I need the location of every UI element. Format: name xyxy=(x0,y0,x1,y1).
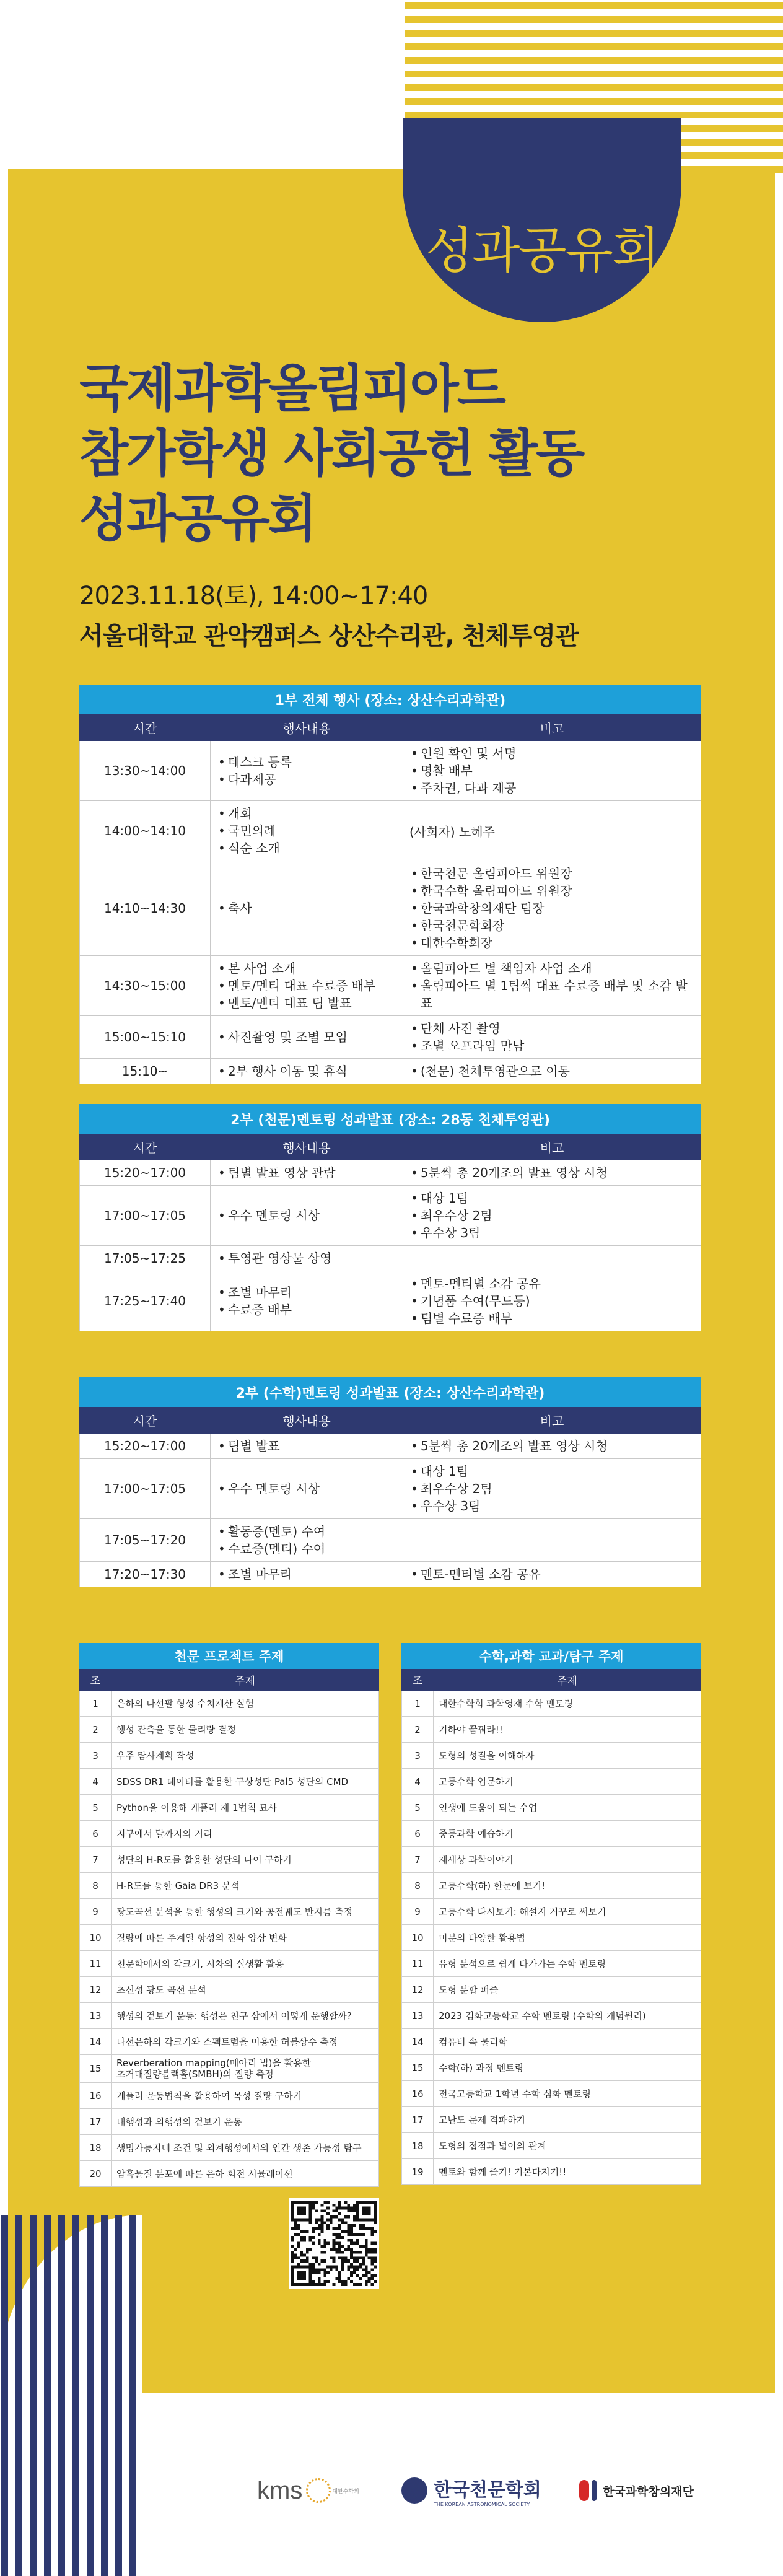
group-number: 2 xyxy=(80,1717,112,1743)
topic-cell: 케플러 운동법칙을 활용하여 목성 질량 구하기 xyxy=(112,2083,379,2109)
table-row xyxy=(80,1873,379,1899)
group-number: 16 xyxy=(80,2083,112,2109)
kms-emblem-icon xyxy=(306,2478,331,2503)
list-item: • 대한수학회장 xyxy=(421,934,694,952)
table-row xyxy=(402,2159,701,2185)
time-cell: 17:05~17:25 xyxy=(80,1246,211,1271)
title-line-2: 참가학생 사회공헌 활동 xyxy=(79,424,584,483)
topic-cell: 기하야 꿈꿔라!! xyxy=(434,1717,701,1743)
group-number: 14 xyxy=(80,2029,112,2055)
decorative-stripes-bottom-left xyxy=(0,2215,142,2576)
stripe xyxy=(405,43,783,50)
table-row xyxy=(80,1769,379,1795)
time-cell: 14:00~14:10 xyxy=(80,801,211,861)
group-number: 5 xyxy=(80,1795,112,1821)
list-item: • 멘토/멘티 대표 팀 발표 xyxy=(228,994,396,1012)
column-header: 비고 xyxy=(403,714,701,741)
stripe xyxy=(72,2215,79,2576)
list-item: • 우수 멘토링 시상 xyxy=(228,1480,396,1497)
table-row xyxy=(80,1691,379,1717)
group-number: 18 xyxy=(80,2135,112,2161)
list-item: • 조별 마무리 xyxy=(228,1566,396,1583)
table-row xyxy=(80,956,701,1016)
stripe xyxy=(1,2215,8,2576)
qr-code[interactable] xyxy=(289,2198,379,2289)
list-item: • 대상 1팀 xyxy=(421,1189,694,1207)
table-row xyxy=(402,2133,701,2159)
topic-cell: 고난도 문제 격파하기 xyxy=(434,2107,701,2133)
astro-topics-table xyxy=(79,1643,379,2187)
content-cell xyxy=(211,741,403,801)
column-header: 시간 xyxy=(80,1134,211,1160)
note-cell xyxy=(403,1519,701,1562)
main-title xyxy=(79,356,583,551)
list-item: • 수료증 배부 xyxy=(228,1301,396,1318)
list-item: • 한국과학창의재단 팀장 xyxy=(421,900,694,917)
group-number: 8 xyxy=(402,1873,434,1899)
stripe xyxy=(405,84,783,91)
table-row xyxy=(80,1562,701,1587)
badge-text: 성과공유회 xyxy=(425,222,659,279)
group-number: 3 xyxy=(80,1743,112,1769)
list-item: • 한국천문학회장 xyxy=(421,917,694,934)
topic-cell: 은하의 나선팔 형성 수치계산 실험 xyxy=(112,1691,379,1717)
note-cell xyxy=(403,1562,701,1587)
schedule-title: 2부 (수학)멘토링 성과발표 (장소: 상산수리과학관) xyxy=(80,1378,701,1407)
content-cell xyxy=(211,956,403,1016)
list-item: • 팀별 발표 영상 관람 xyxy=(228,1164,396,1181)
table-row xyxy=(80,801,701,861)
stripe xyxy=(405,16,783,23)
table-row xyxy=(402,1977,701,2003)
list-item: • 조별 오프라임 만남 xyxy=(421,1037,694,1054)
list-item: • 수료증(멘티) 수여 xyxy=(228,1540,396,1557)
topics-title: 천문 프로젝트 주제 xyxy=(80,1644,379,1669)
topic-cell: Python을 이용해 케플러 제 1법칙 묘사 xyxy=(112,1795,379,1821)
table-row xyxy=(402,1821,701,1847)
table-row xyxy=(80,1059,701,1084)
column-header: 조 xyxy=(402,1669,434,1691)
event-date: 2023.11.18(토), 14:00~17:40 xyxy=(79,582,428,610)
time-cell: 17:05~17:20 xyxy=(80,1519,211,1562)
list-item: • 축사 xyxy=(228,900,396,917)
table-row xyxy=(80,741,701,801)
list-item: • 사진촬영 및 조별 모임 xyxy=(228,1028,396,1046)
topic-cell: 지구에서 달까지의 거리 xyxy=(112,1821,379,1847)
event-place: 서울대학교 관악캠퍼스 상산수리관, 천체투영관 xyxy=(79,622,579,651)
note-cell xyxy=(403,1186,701,1246)
topic-cell: 전국고등학교 1학년 수학 심화 멘토링 xyxy=(434,2081,701,2107)
column-header: 주제 xyxy=(434,1669,701,1691)
stripe xyxy=(405,57,783,64)
content-cell xyxy=(211,1160,403,1186)
topic-cell: 도형의 접점과 넓이의 관계 xyxy=(434,2133,701,2159)
content-cell xyxy=(211,1016,403,1059)
note-cell xyxy=(403,1059,701,1084)
topic-cell: 수학(하) 과정 멘토링 xyxy=(434,2055,701,2081)
table-row xyxy=(402,1769,701,1795)
content-cell xyxy=(211,801,403,861)
list-item: • 멘토/멘티 대표 수료증 배부 xyxy=(228,977,396,994)
schedule-title: 2부 (천문)멘토링 성과발표 (장소: 28동 천체투영관) xyxy=(80,1105,701,1134)
group-number: 14 xyxy=(402,2029,434,2055)
topic-cell: 암흑물질 분포에 따른 은하 회전 시뮬레이션 xyxy=(112,2161,379,2187)
list-item: • 우수 멘토링 시상 xyxy=(228,1207,396,1224)
topic-cell: 내행성과 외행성의 겉보기 운동 xyxy=(112,2109,379,2135)
group-number: 12 xyxy=(402,1977,434,2003)
note-cell xyxy=(403,801,701,861)
list-item: • 명찰 배부 xyxy=(421,762,694,779)
content-cell xyxy=(211,1562,403,1587)
list-item: • 국민의례 xyxy=(228,822,396,839)
column-header: 시간 xyxy=(80,714,211,741)
table-row xyxy=(80,2003,379,2029)
content-cell xyxy=(211,1459,403,1519)
topic-cell: 행성의 겉보기 운동: 행성은 친구 삼에서 어떻게 운행할까? xyxy=(112,2003,379,2029)
time-cell: 14:30~15:00 xyxy=(80,956,211,1016)
list-item: • 멘토-멘티별 소감 공유 xyxy=(421,1275,694,1292)
topic-cell: 나선은하의 각크기와 스펙트럼을 이용한 허블상수 측정 xyxy=(112,2029,379,2055)
column-header: 비고 xyxy=(403,1134,701,1160)
group-number: 5 xyxy=(402,1795,434,1821)
table-row xyxy=(80,1847,379,1873)
group-number: 17 xyxy=(80,2109,112,2135)
topic-cell: 중등과학 예습하기 xyxy=(434,1821,701,1847)
title-line-3: 성과공유회 xyxy=(79,489,316,548)
table-row xyxy=(402,2029,701,2055)
table-row xyxy=(80,1717,379,1743)
group-number: 8 xyxy=(80,1873,112,1899)
list-item: • 개회 xyxy=(228,805,396,822)
time-cell: 14:10~14:30 xyxy=(80,861,211,956)
time-cell: 15:00~15:10 xyxy=(80,1016,211,1059)
table-row xyxy=(402,2107,701,2133)
time-cell: 13:30~14:00 xyxy=(80,741,211,801)
stripe xyxy=(405,30,783,37)
table-row xyxy=(80,1977,379,2003)
group-number: 13 xyxy=(402,2003,434,2029)
topic-cell: 도형 분할 퍼즐 xyxy=(434,1977,701,2003)
stripe xyxy=(405,71,783,77)
group-number: 7 xyxy=(402,1847,434,1873)
kofac-logo: 한국과학창의재단 xyxy=(579,2472,694,2509)
topic-cell: Reverberation mapping(메아리 법)을 활용한 초거대질량블랙홀(SMBH)의 질량 측정 xyxy=(112,2055,379,2083)
group-number: 12 xyxy=(80,1977,112,2003)
list-item: • 주차권, 다과 제공 xyxy=(421,779,694,797)
topic-cell: 고등수학 다시보기: 해설지 거꾸로 써보기 xyxy=(434,1899,701,1925)
list-item: • 멘토-멘티별 소감 공유 xyxy=(421,1566,694,1583)
topic-cell: 인생에 도움이 되는 수업 xyxy=(434,1795,701,1821)
group-number: 16 xyxy=(402,2081,434,2107)
table-row xyxy=(80,2083,379,2109)
list-item: • 5분씩 총 20개조의 발표 영상 시청 xyxy=(421,1164,694,1181)
table-row xyxy=(80,1925,379,1951)
group-number: 6 xyxy=(80,1821,112,1847)
list-item: • 팀별 수료증 배부 xyxy=(421,1310,694,1327)
list-item: • 조별 마무리 xyxy=(228,1284,396,1301)
content-cell xyxy=(211,861,403,956)
note-cell xyxy=(403,1246,701,1271)
group-number: 19 xyxy=(402,2159,434,2185)
topic-cell: 유형 분석으로 쉽게 다가가는 수학 멘토링 xyxy=(434,1951,701,1977)
stripe xyxy=(44,2215,51,2576)
list-item: • 본 사업 소개 xyxy=(228,960,396,977)
note-text: (사회자) 노혜주 xyxy=(409,824,495,839)
time-cell: 15:10~ xyxy=(80,1059,211,1084)
time-cell: 17:00~17:05 xyxy=(80,1186,211,1246)
list-item: • 한국수학 올림피아드 위원장 xyxy=(421,882,694,900)
topic-cell: 우주 탐사계획 작성 xyxy=(112,1743,379,1769)
group-number: 9 xyxy=(80,1899,112,1925)
group-number: 4 xyxy=(402,1769,434,1795)
kas-emblem-icon xyxy=(401,2477,427,2504)
table-row xyxy=(80,1186,701,1246)
table-row xyxy=(80,1795,379,1821)
list-item: • 투영관 영상물 상영 xyxy=(228,1250,396,1267)
table-row xyxy=(80,2135,379,2161)
part2-math-schedule-table xyxy=(79,1377,701,1587)
list-item: • 대상 1팀 xyxy=(421,1463,694,1480)
topic-cell: 고등수학 입문하기 xyxy=(434,1769,701,1795)
time-cell: 17:20~17:30 xyxy=(80,1562,211,1587)
part2-astro-schedule-table xyxy=(79,1104,701,1331)
table-row xyxy=(402,1795,701,1821)
list-item: • 데스크 등록 xyxy=(228,753,396,771)
group-number: 13 xyxy=(80,2003,112,2029)
topic-cell: 고등수학(하) 한눈에 보기! xyxy=(434,1873,701,1899)
list-item: • 인원 확인 및 서명 xyxy=(421,745,694,762)
group-number: 15 xyxy=(80,2055,112,2083)
topic-cell: 성단의 H-R도를 활용한 성단의 나이 구하기 xyxy=(112,1847,379,1873)
content-cell xyxy=(211,1186,403,1246)
note-cell xyxy=(403,1434,701,1459)
column-header: 행사내용 xyxy=(211,1407,403,1434)
table-row xyxy=(80,1821,379,1847)
table-row xyxy=(402,1925,701,1951)
stripe xyxy=(58,2215,65,2576)
table-row xyxy=(80,2161,379,2187)
list-item: • 올림피아드 별 1팀씩 대표 수료증 배부 및 소감 발표 xyxy=(421,977,694,1012)
group-number: 11 xyxy=(80,1951,112,1977)
time-cell: 15:20~17:00 xyxy=(80,1160,211,1186)
time-cell: 15:20~17:00 xyxy=(80,1434,211,1459)
group-number: 10 xyxy=(402,1925,434,1951)
table-row xyxy=(80,1951,379,1977)
stripe xyxy=(405,98,783,105)
column-header: 시간 xyxy=(80,1407,211,1434)
group-number: 18 xyxy=(402,2133,434,2159)
content-cell xyxy=(211,1246,403,1271)
stripe xyxy=(15,2215,22,2576)
list-item: • 팀별 발표 xyxy=(228,1437,396,1455)
group-number: 11 xyxy=(402,1951,434,1977)
topic-cell: 광도곡선 분석을 통한 행성의 크기와 공전궤도 반지름 측정 xyxy=(112,1899,379,1925)
topic-cell: 초신성 광도 곡선 분석 xyxy=(112,1977,379,2003)
table-row xyxy=(80,1246,701,1271)
group-number: 20 xyxy=(80,2161,112,2187)
list-item: • 우수상 3팀 xyxy=(421,1497,694,1515)
stripe xyxy=(30,2215,37,2576)
topic-cell: 천문학에서의 각크기, 시차의 실생활 활용 xyxy=(112,1951,379,1977)
table-row xyxy=(80,2029,379,2055)
note-cell xyxy=(403,956,701,1016)
group-number: 10 xyxy=(80,1925,112,1951)
table-row xyxy=(402,1743,701,1769)
table-row xyxy=(80,2109,379,2135)
time-cell: 17:00~17:05 xyxy=(80,1459,211,1519)
topic-cell: 도형의 성질을 이해하자 xyxy=(434,1743,701,1769)
list-item: • 우수상 3팀 xyxy=(421,1224,694,1242)
group-number: 1 xyxy=(80,1691,112,1717)
kms-logo: kms 대한수학회 xyxy=(257,2476,359,2504)
topic-cell: 대한수학회 과학영재 수학 멘토링 xyxy=(434,1691,701,1717)
group-number: 2 xyxy=(402,1717,434,1743)
content-cell xyxy=(211,1271,403,1331)
math-topics-table xyxy=(401,1643,701,2185)
table-row xyxy=(80,1743,379,1769)
stripe xyxy=(101,2215,108,2576)
table-row xyxy=(80,1519,701,1562)
part1-schedule-table xyxy=(79,685,701,1084)
topic-cell: 멘토와 함께 즐기! 기본다지기!! xyxy=(434,2159,701,2185)
table-row xyxy=(402,1873,701,1899)
topic-cell: 컴퓨터 속 물리학 xyxy=(434,2029,701,2055)
table-row xyxy=(402,1899,701,1925)
table-row xyxy=(402,2081,701,2107)
note-cell xyxy=(403,1016,701,1059)
table-row xyxy=(402,1847,701,1873)
list-item: • 단체 사진 촬영 xyxy=(421,1020,694,1037)
content-cell xyxy=(211,1059,403,1084)
topic-cell: H-R도를 통한 Gaia DR3 분석 xyxy=(112,1873,379,1899)
table-row xyxy=(80,1459,701,1519)
group-number: 4 xyxy=(80,1769,112,1795)
list-item: • 식순 소개 xyxy=(228,839,396,857)
group-number: 1 xyxy=(402,1691,434,1717)
column-header: 조 xyxy=(80,1669,112,1691)
group-number: 9 xyxy=(402,1899,434,1925)
note-cell xyxy=(403,741,701,801)
table-row xyxy=(402,1691,701,1717)
column-header: 행사내용 xyxy=(211,714,403,741)
table-row xyxy=(80,2055,379,2083)
table-row xyxy=(80,861,701,956)
table-row xyxy=(402,2055,701,2081)
topic-cell: 행성 관측을 통한 물리량 결정 xyxy=(112,1717,379,1743)
kofac-emblem-icon xyxy=(579,2480,589,2501)
table-row xyxy=(402,2003,701,2029)
column-header: 주제 xyxy=(112,1669,379,1691)
table-row xyxy=(80,1271,701,1331)
schedule-title: 1부 전체 행사 (장소: 상산수리과학관) xyxy=(80,685,701,714)
time-cell: 17:25~17:40 xyxy=(80,1271,211,1331)
list-item: • 다과제공 xyxy=(228,771,396,788)
logo-bar xyxy=(0,2472,783,2509)
list-item: • 올림피아드 별 책임자 사업 소개 xyxy=(421,960,694,977)
group-number: 15 xyxy=(402,2055,434,2081)
topic-cell: 질량에 따른 주계열 항성의 진화 양상 변화 xyxy=(112,1925,379,1951)
group-number: 17 xyxy=(402,2107,434,2133)
topic-cell: 재세상 과학이야기 xyxy=(434,1847,701,1873)
list-item: • 5분씩 총 20개조의 발표 영상 시청 xyxy=(421,1437,694,1455)
table-row xyxy=(80,1160,701,1186)
stripe xyxy=(87,2215,94,2576)
table-row xyxy=(402,1717,701,1743)
table-row xyxy=(80,1434,701,1459)
note-cell xyxy=(403,1160,701,1186)
column-header: 비고 xyxy=(403,1407,701,1434)
table-row xyxy=(80,1899,379,1925)
list-item: • 활동증(멘토) 수여 xyxy=(228,1523,396,1540)
list-item: • 최우수상 2팀 xyxy=(421,1480,694,1497)
content-cell xyxy=(211,1519,403,1562)
topic-cell: 2023 김화고등학교 수학 멘토링 (수학의 개념원리) xyxy=(434,2003,701,2029)
table-row xyxy=(402,1951,701,1977)
stripe xyxy=(405,2,783,9)
list-item: • 최우수상 2팀 xyxy=(421,1207,694,1224)
topic-cell: 미분의 다양한 활용법 xyxy=(434,1925,701,1951)
note-cell xyxy=(403,861,701,956)
topics-title: 수학,과학 교과/탐구 주제 xyxy=(402,1644,701,1669)
topic-cell: 생명가능지대 조건 및 외계행성에서의 인간 생존 가능성 탐구 xyxy=(112,2135,379,2161)
note-cell xyxy=(403,1459,701,1519)
list-item: • 한국천문 올림피아드 위원장 xyxy=(421,865,694,882)
list-item: • 2부 행사 이동 및 휴식 xyxy=(228,1062,396,1080)
list-item: • 기념품 수여(무드등) xyxy=(421,1292,694,1310)
content-cell xyxy=(211,1434,403,1459)
stripe xyxy=(115,2215,122,2576)
topic-cell: SDSS DR1 데이터를 활용한 구상성단 Pal5 성단의 CMD xyxy=(112,1769,379,1795)
title-line-1: 국제과학올림피아드 xyxy=(79,359,504,418)
kas-logo: 한국천문학회 THE KOREAN ASTRONOMICAL SOCIETY xyxy=(401,2472,541,2509)
table-row xyxy=(80,1016,701,1059)
note-cell xyxy=(403,1271,701,1331)
group-number: 6 xyxy=(402,1821,434,1847)
group-number: 7 xyxy=(80,1847,112,1873)
column-header: 행사내용 xyxy=(211,1134,403,1160)
list-item: • (천문) 천체투영관으로 이동 xyxy=(421,1062,694,1080)
group-number: 3 xyxy=(402,1743,434,1769)
stripe xyxy=(129,2215,136,2576)
